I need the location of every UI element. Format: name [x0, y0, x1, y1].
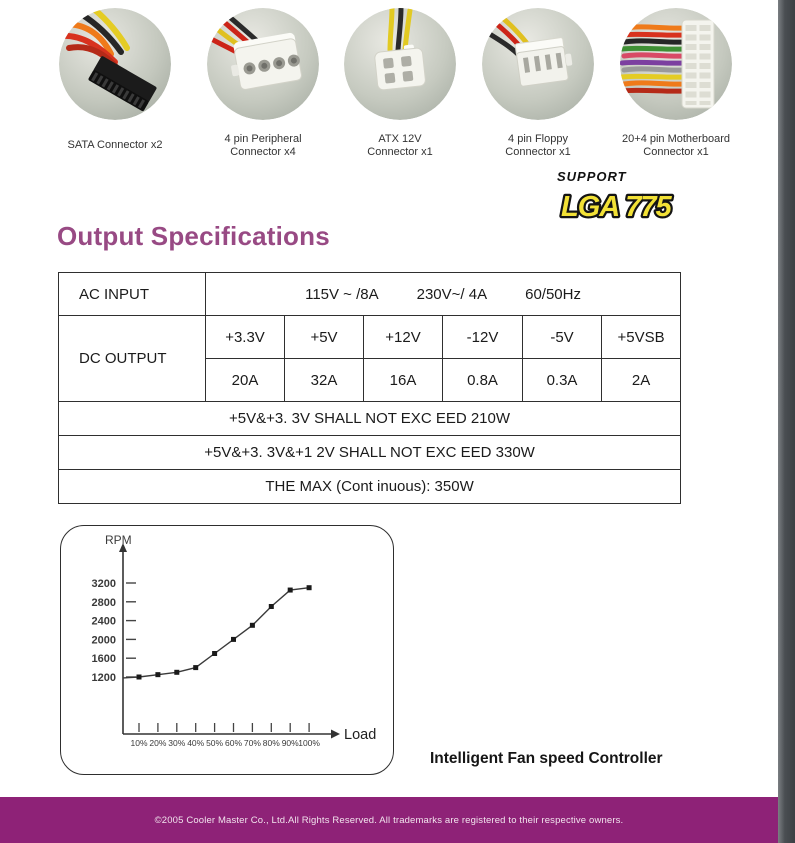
y-tick-label: 2000: [91, 634, 116, 647]
connector-item-floppy: [473, 8, 603, 161]
x-tick-label: 30%: [168, 738, 186, 748]
fan-speed-chart-canvas: [61, 526, 390, 771]
connector-label: [606, 131, 746, 161]
table-row-note: [59, 402, 681, 436]
connector-label: [473, 131, 603, 161]
dc-current: 0.3A: [523, 359, 602, 402]
copyright-text: ©2005 Cooler Master Co., Ltd.All Rights Reserved. All trademarks are registered to their respective owners.: [154, 814, 624, 826]
data-point: [174, 670, 179, 675]
output-spec-table: [58, 272, 681, 504]
dc-rail: +5VSB: [602, 316, 681, 359]
table-row-dc-rails: [59, 316, 681, 359]
dc-current: 0.8A: [443, 359, 523, 402]
connector-label-line: SATA Connector x2: [67, 139, 163, 152]
ac-value: 115V ~ /8A: [305, 285, 379, 303]
connector-label-line: Connector x1: [643, 146, 709, 158]
data-point: [250, 623, 255, 628]
x-tick-label: 70%: [243, 738, 261, 748]
table-row-note: [59, 470, 681, 504]
lga775-logo-icon: [557, 184, 689, 226]
dc-rail: -5V: [523, 316, 602, 359]
connector-label: [335, 131, 465, 161]
page-title: Output Specifications: [57, 221, 330, 251]
connector-label-line: 4 pin Floppy: [508, 132, 568, 145]
connector-item-motherboard: [606, 8, 746, 161]
dc-rail: +5V: [285, 316, 364, 359]
atx12v-connector-icon: [344, 8, 456, 120]
data-point: [231, 637, 236, 642]
x-axis-title: Load: [344, 727, 377, 743]
lga775-logo-text: LGA 775: [561, 191, 671, 223]
x-axis-arrow: [331, 730, 340, 739]
footer-bar: [0, 797, 795, 843]
connector-label-line: 4 pin Peripheral: [224, 132, 302, 145]
x-tick-label: 20%: [149, 738, 167, 748]
y-axis-title: RPM: [105, 533, 132, 547]
fan-speed-line: [123, 588, 309, 678]
x-tick-label: 90%: [281, 738, 299, 748]
y-tick-label: 2800: [91, 596, 116, 609]
dc-rail: +12V: [364, 316, 443, 359]
y-tick-label: 3200: [91, 578, 116, 590]
fan-speed-chart: [60, 525, 394, 775]
y-tick-label: 2400: [91, 615, 116, 628]
connector-label-line: Connector x1: [505, 146, 571, 158]
chart-caption: Intelligent Fan speed Controller: [430, 750, 663, 767]
connector-label-line: ATX 12V: [378, 132, 422, 145]
table-row-note: [59, 436, 681, 470]
connector-label-line: 20+4 pin Motherboard: [622, 132, 730, 145]
dc-current: 16A: [364, 359, 443, 402]
connector-label: [50, 131, 180, 161]
dc-current: 32A: [285, 359, 364, 402]
data-point: [137, 675, 142, 680]
motherboard-connector-icon: [620, 8, 732, 120]
x-tick-label: 60%: [224, 738, 243, 748]
spec-note: +5V&+3. 3V SHALL NOT EXC EED 210W: [59, 402, 681, 436]
dc-rail: +3.3V: [206, 316, 285, 359]
sata-connector-photo: [59, 8, 171, 120]
connector-label-line: Connector x1: [367, 146, 433, 158]
floppy-connector-photo: [482, 8, 594, 120]
ac-value: 230V~/ 4A: [416, 285, 488, 303]
x-tick-label: 40%: [187, 738, 205, 748]
ac-value: 60/50Hz: [525, 285, 581, 303]
lga775-badge: [557, 169, 689, 226]
data-point: [212, 651, 217, 656]
spec-note: +5V&+3. 3V&+1 2V SHALL NOT EXC EED 330W: [59, 436, 681, 470]
data-point: [288, 588, 293, 593]
connector-item-peripheral: [198, 8, 328, 161]
page-edge-strip: [778, 0, 795, 843]
atx12v-connector-photo: [344, 8, 456, 120]
y-tick-label: 1200: [91, 672, 116, 684]
data-point: [193, 665, 198, 670]
connector-item-atx12v: [335, 8, 465, 161]
dc-output-label: DC OUTPUT: [59, 316, 206, 402]
data-point: [307, 585, 312, 590]
x-tick-label: 10%: [130, 738, 148, 748]
x-tick-label: 50%: [206, 738, 224, 748]
support-label: SUPPORT: [557, 169, 627, 184]
spec-note: THE MAX (Cont inuous): 350W: [59, 470, 681, 504]
connector-label: [198, 131, 328, 161]
ac-input-label: AC INPUT: [59, 273, 206, 316]
y-tick-label: 1600: [91, 653, 116, 666]
table-row-ac-input: [59, 273, 681, 316]
connector-item-sata: [50, 8, 180, 161]
peripheral-connector-photo: [207, 8, 319, 120]
motherboard-connector-photo: [620, 8, 732, 120]
data-point: [155, 672, 160, 677]
floppy-connector-icon: [482, 8, 594, 120]
sata-connector-icon: [59, 8, 171, 120]
dc-current: 2A: [602, 359, 681, 402]
x-tick-label: 100%: [298, 738, 320, 748]
connector-label-line: Connector x4: [230, 146, 296, 158]
x-tick-label: 80%: [262, 738, 280, 748]
peripheral-connector-icon: [207, 8, 319, 120]
dc-rail: -12V: [443, 316, 523, 359]
dc-current: 20A: [206, 359, 285, 402]
ac-input-values: [206, 273, 681, 316]
data-point: [269, 604, 274, 609]
